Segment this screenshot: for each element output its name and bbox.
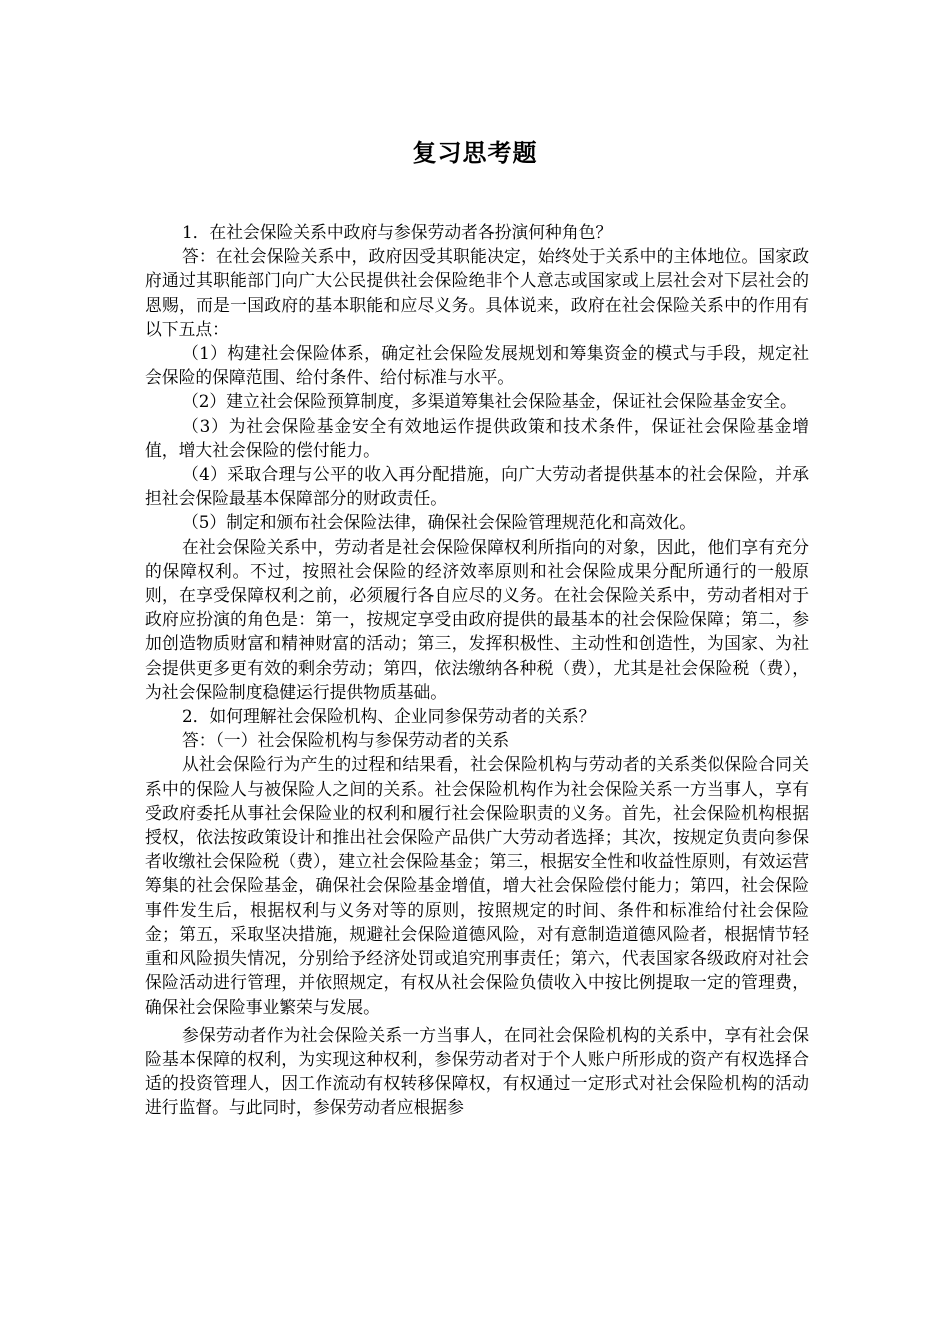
answer-1-point-3: （3）为社会保险基金安全有效地运作提供政策和技术条件，保证社会保险基金增值，增大社会保险的偿付能力。 xyxy=(145,415,809,460)
answer-2-institution: 从社会保险行为产生的过程和结果看，社会保险机构与劳动者的关系类似保险合同关系中的保险人与被保险人之间的关系。社会保险机构作为社会保险关系一方当事人，享有受政府委托从事社会保险业的权利和履行社会保险职责的义务。首先，社会保险机构根据授权，依法按政策设计和推出社会保险产品供广大劳动者选择；其次，按规定负责向参保者收缴社会保险税（费），建立社会保险基金；第三，根据安全性和收益性原则，有效运营筹集的社会保险基金，确保社会保险基金增值，增大社会保险偿付能力；第四，社会保险事件发生后，根据权利与义务对等的原则，按照规定的时间、条件和标准给付社会保险金；第五，采取坚决措施，规避社会保险道德风险，对有意制造道德风险者，根据情节轻重和风险损失情况，分别给予经济处罚或追究刑事责任；第六，代表国家各级政府对社会保险活动进行管理，并依照规定，有权从社会保险负债收入中按比例提取一定的管理费，确保社会保险事业繁荣与发展。 xyxy=(145,754,809,1017)
answer-1-intro: 答：在社会保险关系中，政府因受其职能决定，始终处于关系中的主体地位。国家政府通过其职能部门向广大公民提供社会保险绝非个人意志或国家或上层社会对下层社会的恩赐，而是一国政府的基本职能和应尽义务。具体说来，政府在社会保险关系中的作用有以下五点： xyxy=(145,246,809,339)
question-2: 2．如何理解社会保险机构、企业同参保劳动者的关系？ xyxy=(181,706,596,727)
answer-1-worker-role: 在社会保险关系中，劳动者是社会保险保障权利所指向的对象，因此，他们享有充分的保障权利。不过，按照社会保险的经济效率原则和社会保险成果分配所通行的一般原则，在享受保障权利之前，必须履行各自应尽的义务。在社会保险关系中，劳动者相对于政府应扮演的角色是：第一，按规定享受由政府提供的最基本的社会保险保障；第二，参加创造物质财富和精神财富的活动；第三，发挥积极性、主动性和创造性，为国家、为社会提供更多更有效的剩余劳动；第四，依法缴纳各种税（费），尤其是社会保险税（费），为社会保险制度稳健运行提供物质基础。 xyxy=(145,536,809,702)
document-body xyxy=(145,220,809,1120)
answer-1-point-2: （2）建立社会保险预算制度，多渠道筹集社会保险基金，保证社会保险基金安全。 xyxy=(181,391,797,412)
answer-2-heading: 答：（一）社会保险机构与参保劳动者的关系 xyxy=(181,730,510,751)
answer-1-point-4: （4）采取合理与公平的收入再分配措施，向广大劳动者提供基本的社会保险，并承担社会保险最基本保障部分的财政责任。 xyxy=(145,464,809,509)
question-1: 1．在社会保险关系中政府与参保劳动者各扮演何种角色？ xyxy=(181,222,613,242)
page-title: 复习思考题 xyxy=(412,138,538,167)
answer-2-worker: 参保劳动者作为社会保险关系一方当事人，在同社会保险机构的关系中，享有社会保险基本保障的权利，为实现这种权利，参保劳动者对于个人账户所形成的资产有权选择合适的投资管理人，因工作流动有权转移保障权，有权通过一定形式对社会保险机构的活动进行监督。与此同时，参保劳动者应根据参 xyxy=(145,1024,809,1118)
answer-1-point-5: （5）制定和颁布社会保险法律，确保社会保险管理规范化和高效化。 xyxy=(181,512,697,533)
answer-1-point-1: （1）构建社会保险体系，确定社会保险发展规划和筹集资金的模式与手段，规定社会保险的保障范围、给付条件、给付标准与水平。 xyxy=(145,343,809,388)
